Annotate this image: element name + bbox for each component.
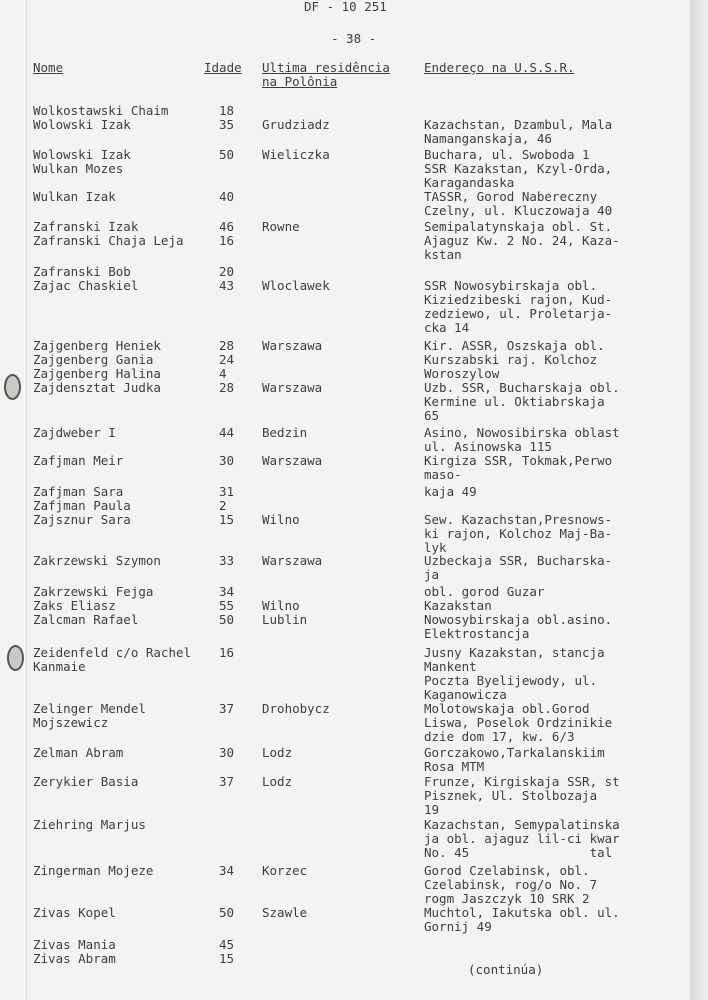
entry-name: Zelman Abram — [33, 745, 124, 760]
entry-addr: Kazakstan — [424, 598, 492, 613]
entry-age: 30 — [219, 453, 235, 468]
entry-city: Wilno — [262, 512, 300, 527]
entry-city: Szawle — [262, 905, 308, 920]
entry-addr: Frunze, Kirgiskaja SSR, st — [424, 774, 620, 789]
entry-addr: Gorod Czelabinsk, obl. — [424, 863, 590, 878]
entry-age: 37 — [219, 701, 235, 716]
punch-hole-top — [4, 374, 21, 400]
entry-name: Zafjman Paula — [33, 498, 131, 513]
entry-addr: Nowosybirskaja obl.asino. — [424, 612, 613, 627]
entry-name: Zaks Eliasz — [33, 598, 116, 613]
header-age: Idade — [204, 60, 242, 75]
header-name: Nome — [33, 60, 64, 75]
entry-city: Rowne — [262, 219, 300, 234]
entry-addr: ul. Asinowska 115 — [424, 439, 552, 454]
entry-addr: SSR Nowosybirskaja obl. — [424, 278, 598, 293]
entry-name: Zajdweber I — [33, 425, 116, 440]
entry-name: Zajac Chaskiel — [33, 278, 139, 293]
entry-city: Warszawa — [262, 338, 323, 353]
entry-name: Zafjman Meir — [33, 453, 124, 468]
entry-age: 34 — [219, 584, 235, 599]
entry-addr: Muchtol, Iakutska obl. ul. — [424, 905, 620, 920]
entry-addr: TASSR, Gorod Nabereczny — [424, 189, 598, 204]
entry-age: 15 — [219, 951, 235, 966]
entry-addr: Czelny, ul. Kluczowaja 40 — [424, 203, 613, 218]
page-number: - 38 - — [331, 31, 377, 46]
entry-name: Zajgenberg Gania — [33, 352, 154, 367]
entry-city: Warszawa — [262, 553, 323, 568]
entry-name: Zerykier Basia — [33, 774, 139, 789]
entry-age: 2 — [219, 498, 227, 513]
entry-addr: Woroszylow — [424, 366, 500, 381]
entry-addr: Kurszabski raj. Kolchoz — [424, 352, 598, 367]
entry-addr: Kir. ASSR, Oszskaja obl. — [424, 338, 605, 353]
entry-addr: maso- — [424, 467, 462, 482]
entry-addr: cka 14 — [424, 320, 470, 335]
entry-addr: Ajaguz Kw. 2 No. 24, Kaza- — [424, 233, 620, 248]
entry-age: 31 — [219, 484, 235, 499]
entry-addr: Buchara, ul. Swoboda 1 — [424, 147, 590, 162]
entry-age: 30 — [219, 745, 235, 760]
entry-age: 33 — [219, 553, 235, 568]
entry-addr: zedziewo, ul. Proletarja- — [424, 306, 613, 321]
entry-name: Zingerman Mojeze — [33, 863, 154, 878]
entry-addr: Poczta Byelijewody, ul. — [424, 673, 598, 688]
entry-addr: dzie dom 17, kw. 6/3 — [424, 729, 575, 744]
entry-name: Zajgenberg Heniek — [33, 338, 161, 353]
entry-city: Lodz — [262, 774, 293, 789]
entry-city: Korzec — [262, 863, 308, 878]
entry-city: Lublin — [262, 612, 308, 627]
entry-addr: Namanganskaja, 46 — [424, 131, 552, 146]
entry-name: Ziehring Marjus — [33, 817, 146, 832]
entry-city: Grudziadz — [262, 117, 330, 132]
entry-addr: Kaganowicza — [424, 687, 507, 702]
entry-age: 43 — [219, 278, 235, 293]
entry-name: Zafranski Chaja Leja — [33, 233, 184, 248]
entry-addr: kaja 49 — [424, 484, 477, 499]
continued-note: (continúa) — [468, 962, 544, 977]
entry-name: Mojszewicz — [33, 715, 109, 730]
entry-city: Lodz — [262, 745, 293, 760]
entry-age: 4 — [219, 366, 227, 381]
entry-addr: Molotowskaja obl.Gorod — [424, 701, 590, 716]
entry-addr: 19 — [424, 802, 440, 817]
entry-name: Zajsznur Sara — [33, 512, 131, 527]
document-reference: DF - 10 251 — [304, 0, 387, 14]
entry-name: Kanmaie — [33, 659, 86, 674]
entry-addr: ki rajon, Kolchoz Maj-Ba- — [424, 526, 613, 541]
entry-age: 28 — [219, 338, 235, 353]
entry-addr: Sew. Kazachstan,Presnows- — [424, 512, 613, 527]
paper-edge-shadow — [690, 0, 708, 1000]
entry-age: 20 — [219, 264, 235, 279]
entry-addr: Liswa, Poselok Ordzinikie — [424, 715, 613, 730]
entry-name: Wulkan Izak — [33, 189, 116, 204]
entry-age: 34 — [219, 863, 235, 878]
entry-city: Bedzin — [262, 425, 308, 440]
entry-addr: Elektrostancja — [424, 626, 530, 641]
entry-name: Zivas Mania — [33, 937, 116, 952]
entry-addr: Karagandaska — [424, 175, 515, 190]
entry-age: 16 — [219, 233, 235, 248]
entry-name: Wolowski Izak — [33, 147, 131, 162]
entry-name: Zakrzewski Fejga — [33, 584, 154, 599]
entry-addr: rogm Jaszczyk 10 SRK 2 — [424, 891, 590, 906]
entry-addr: Gornij 49 — [424, 919, 492, 934]
entry-addr: ja — [424, 567, 440, 582]
entry-city: Wieliczka — [262, 147, 330, 162]
entry-age: 18 — [219, 103, 235, 118]
entry-age: 16 — [219, 645, 235, 660]
entry-name: Zafranski Izak — [33, 219, 139, 234]
entry-name: Zakrzewski Szymon — [33, 553, 161, 568]
entry-addr: kstan — [424, 247, 462, 262]
entry-name: Wulkan Mozes — [33, 161, 124, 176]
entry-addr: Semipalatynskaja obl. St. — [424, 219, 613, 234]
entry-city: Warszawa — [262, 380, 323, 395]
entry-age: 55 — [219, 598, 235, 613]
entry-name: Wolowski Izak — [33, 117, 131, 132]
header-address: Endereço na U.S.S.R. — [424, 60, 575, 75]
entry-addr: Asino, Nowosibirska oblast — [424, 425, 620, 440]
entry-name: Zafranski Bob — [33, 264, 131, 279]
entry-addr: obl. gorod Guzar — [424, 584, 545, 599]
entry-age: 50 — [219, 905, 235, 920]
entry-name: Zajgenberg Halina — [33, 366, 161, 381]
entry-name: Zajdensztat Judka — [33, 380, 161, 395]
entry-age: 50 — [219, 612, 235, 627]
entry-addr: Mankent — [424, 659, 477, 674]
entry-name: Zeidenfeld c/o Rachel — [33, 645, 192, 660]
entry-addr: Kermine ul. Oktiabrskaja — [424, 394, 605, 409]
entry-name: Zivas Abram — [33, 951, 116, 966]
entry-age: 50 — [219, 147, 235, 162]
entry-addr: No. 45 tal — [424, 845, 613, 860]
header-residence-line1: Ultima residência — [262, 60, 390, 75]
entry-addr: Kiziedzibeski rajon, Kud- — [424, 292, 613, 307]
entry-addr: Pisznek, Ul. Stolbozaja — [424, 788, 598, 803]
entry-name: Zafjman Sara — [33, 484, 124, 499]
punch-hole-bottom — [7, 645, 24, 671]
margin-fold-line — [26, 0, 27, 1000]
entry-name: Wolkostawski Chaim — [33, 103, 169, 118]
entry-name: Zivas Kopel — [33, 905, 116, 920]
entry-addr: Kazachstan, Dzambul, Mala — [424, 117, 613, 132]
header-residence-line2: na Polônia — [262, 74, 338, 89]
entry-addr: 65 — [424, 408, 440, 423]
entry-addr: ja obl. ajaguz lil-ci kwar — [424, 831, 620, 846]
entry-addr: SSR Kazakstan, Kzyl-Orda, — [424, 161, 613, 176]
entry-city: Warszawa — [262, 453, 323, 468]
entry-city: Drohobycz — [262, 701, 330, 716]
entry-age: 40 — [219, 189, 235, 204]
entry-addr: Kazachstan, Semypalatinska — [424, 817, 620, 832]
entry-addr: Kirgiza SSR, Tokmak,Perwo — [424, 453, 613, 468]
entry-name: Zalcman Rafael — [33, 612, 139, 627]
entry-name: Zelinger Mendel — [33, 701, 146, 716]
entry-age: 15 — [219, 512, 235, 527]
entry-addr: Uzbeckaja SSR, Bucharska- — [424, 553, 613, 568]
entry-city: Wloclawek — [262, 278, 330, 293]
entry-addr: Gorczakowo,Tarkalanskiim — [424, 745, 605, 760]
entry-city: Wilno — [262, 598, 300, 613]
entry-age: 35 — [219, 117, 235, 132]
entry-addr: lyk — [424, 540, 447, 555]
entry-addr: Jusny Kazakstan, stancja — [424, 645, 605, 660]
entry-addr: Czelabinsk, rog/o No. 7 — [424, 877, 598, 892]
entry-addr: Rosa MTM — [424, 759, 485, 774]
entry-age: 28 — [219, 380, 235, 395]
entry-age: 46 — [219, 219, 235, 234]
entry-addr: Uzb. SSR, Bucharskaja obl. — [424, 380, 620, 395]
entry-age: 45 — [219, 937, 235, 952]
entry-age: 24 — [219, 352, 235, 367]
entry-age: 44 — [219, 425, 235, 440]
entry-age: 37 — [219, 774, 235, 789]
